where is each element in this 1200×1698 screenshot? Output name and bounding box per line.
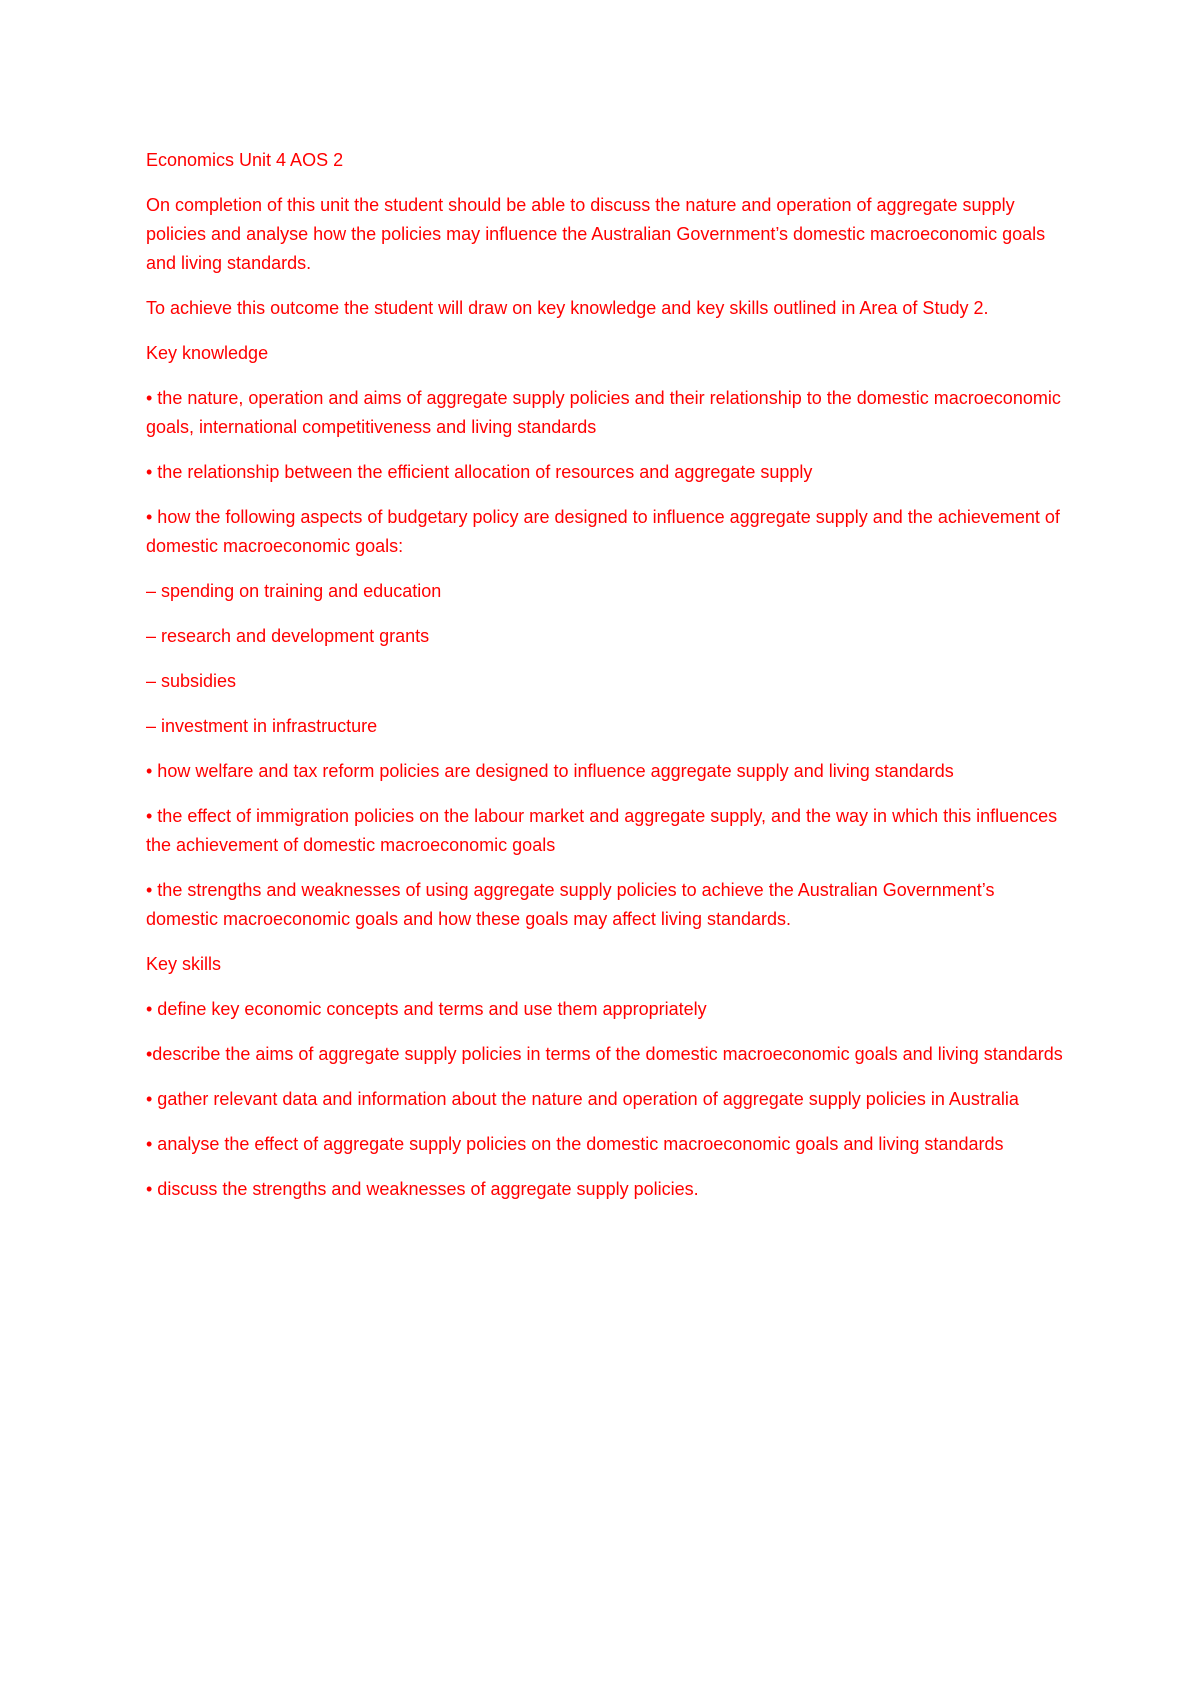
key-skill-item: •describe the aims of aggregate supply policies in terms of the domestic macroeconomic goals and living standards [146, 1044, 1063, 1064]
budget-policy-subitem: – research and development grants [146, 626, 430, 646]
key-skill-item: • analyse the effect of aggregate supply policies on the domestic macroeconomic goals and living standards [146, 1134, 1004, 1154]
budget-policy-subitem: – investment in infrastructure [146, 716, 378, 736]
document-page [146, 146, 1066, 1220]
key-skill-item: • discuss the strengths and weaknesses of aggregate supply policies. [146, 1179, 699, 1199]
key-knowledge-item: • the nature, operation and aims of aggregate supply policies and their relationship to the domestic macroeconomic goals, international competitiveness and living standards [146, 388, 1061, 437]
key-skills-heading: Key skills [146, 954, 222, 974]
key-knowledge-item: • the strengths and weaknesses of using aggregate supply policies to achieve the Australian Government’s domestic macroeconomic goals and how these goals may affect living standards. [146, 880, 995, 929]
key-knowledge-item: • the effect of immigration policies on the labour market and aggregate supply, and the way in which this influences the achievement of domestic macroeconomic goals [146, 806, 1058, 855]
budget-policy-subitem: – subsidies [146, 671, 237, 691]
key-knowledge-item: • how the following aspects of budgetary policy are designed to influence aggregate supply and the achievement of domestic macroeconomic goals: [146, 507, 1060, 556]
key-knowledge-item: • how welfare and tax reform policies are designed to influence aggregate supply and living standards [146, 761, 954, 781]
budget-policy-subitem: – spending on training and education [146, 581, 442, 601]
outcome-note: To achieve this outcome the student will draw on key knowledge and key skills outlined in Area of Study 2. [146, 298, 989, 318]
key-skill-item: • define key economic concepts and terms and use them appropriately [146, 999, 707, 1019]
intro-paragraph: On completion of this unit the student should be able to discuss the nature and operation of aggregate supply policies and analyse how the policies may influence the Australian Government’s domestic macroeconomic goals and living standards. [146, 195, 1046, 273]
key-skill-item: • gather relevant data and information about the nature and operation of aggregate supply policies in Australia [146, 1089, 1019, 1109]
key-knowledge-heading: Key knowledge [146, 343, 269, 363]
key-knowledge-item: • the relationship between the efficient allocation of resources and aggregate supply [146, 462, 813, 482]
document-title: Economics Unit 4 AOS 2 [146, 150, 344, 170]
